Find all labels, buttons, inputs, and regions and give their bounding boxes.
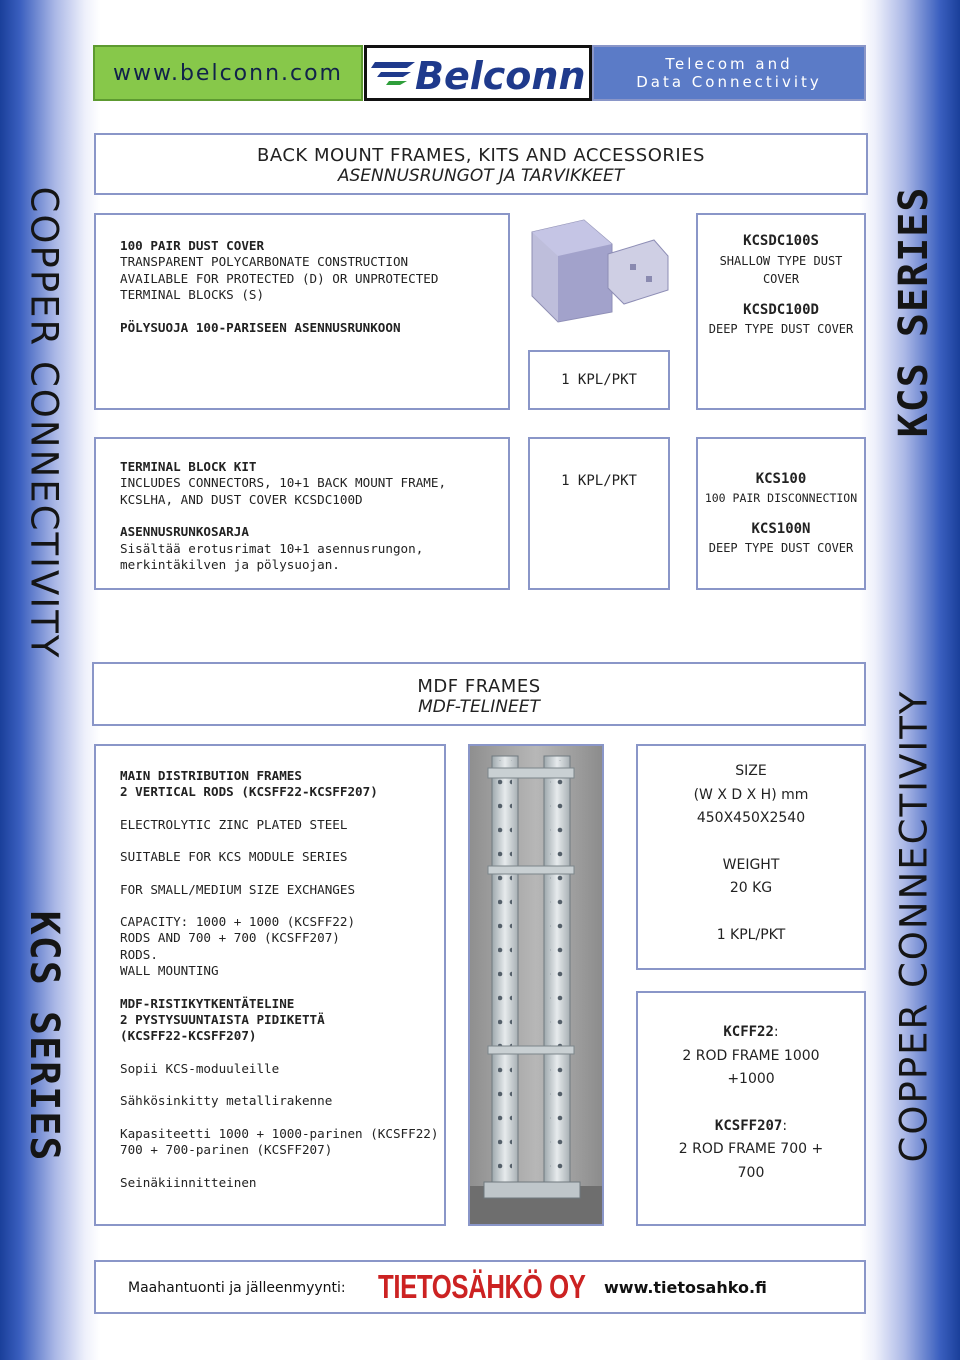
kit-codes [696,437,866,590]
mdf-fi1: MDF-RISTIKYTKENTÄTELINE [120,995,295,1011]
model-kcsff207-code: KCSFF207 [714,1117,783,1134]
spec-weight-label: WEIGHT [722,856,780,873]
mdf-title2: 2 VERTICAL RODS (KCSFF22-KCSFF207) [120,784,378,800]
code-kcsdc100s-desc-a: SHALLOW TYPE DUST [719,254,843,268]
model-kcff22-code: KCFF22 [723,1024,774,1040]
mdf-l4c: RODS. [120,946,158,962]
mdf-fi4: Sopii KCS-moduuleille [120,1060,280,1076]
tietosahko-logo: TIETOSÄHKÖ OY [378,1268,586,1305]
spec-qty: 1 KPL/PKT [716,926,786,943]
side-left-kcs: KCS SERIES [21,910,67,1162]
logo-wordmark: Belconn [415,54,586,98]
mdf-fi5: Sähkösinkitty metallirakenne [120,1093,333,1109]
spec-size-label: SIZE [735,763,767,779]
footer-import-label: Maahantuonti ja jälleenmyynti: [128,1280,346,1296]
spec-size-value: 450X450X2540 [696,810,806,826]
footer [94,1260,866,1314]
spec-weight-value: 20 KG [729,880,773,896]
kit-line1: INCLUDES CONNECTORS, 10+1 BACK MOUNT FRAME, [120,475,447,491]
mdf-l4b: RODS AND 700 + 700 (KCSFF207) [120,930,340,946]
code-kcs100: KCS100 [755,471,807,487]
code-kcsdc100s-desc-b: COVER [762,272,800,286]
mdf-fi3: (KCSFF22-KCSFF207) [120,1028,257,1044]
code-kcs100n-desc: DEEP TYPE DUST COVER [708,541,854,555]
tagline-line-1: Telecom and [665,55,793,73]
mdf-fi2: 2 PYSTYSUUNTAISTA PIDIKETTÄ [120,1012,325,1028]
section2-title: MDF FRAMES [417,676,541,697]
dust-cover-line1: TRANSPARENT POLYCARBONATE CONSTRUCTION [120,254,409,270]
mdf-fi6b: 700 + 700-parinen (KCSFF207) [120,1142,333,1158]
header-tagline [592,45,866,101]
code-kcs100n: KCS100N [751,521,811,537]
mdf-specs [636,744,866,970]
mdf-models [636,991,866,1226]
mdf-l4d: WALL MOUNTING [120,963,219,979]
dust-cover-codes [696,213,866,410]
model-kcff22-desc-a: 2 ROD FRAME 1000 [682,1047,820,1064]
mdf-description [94,744,446,1226]
kit-qty: 1 KPL/PKT [528,437,670,590]
mdf-fi7: Seinäkiinnitteinen [120,1174,257,1190]
code-kcsdc100d-desc: DEEP TYPE DUST COVER [708,322,854,336]
dust-cover-line2: AVAILABLE FOR PROTECTED (D) OR UNPROTECTED [120,270,439,286]
kit-fi-line2: merkintäkilven ja pölysuojan. [120,557,340,573]
section-subtitle: ASENNUSRUNGOT JA TARVIKKEET [337,166,625,186]
side-left-copper: COPPER CONNECTIVITY [22,186,66,660]
model-kcsff207-desc-a: 2 ROD FRAME 700 + [678,1141,824,1157]
section2-subtitle: MDF-TELINEET [418,697,540,717]
model-kcff22-colon: : [773,1024,779,1040]
dust-cover-title: 100 PAIR DUST COVER [120,238,265,253]
mdf-fi6a: Kapasiteetti 1000 + 1000-parinen (KCSFF22) [120,1125,439,1141]
belconn-logo-graphic [367,48,589,98]
side-right-copper: COPPER CONNECTIVITY [892,689,936,1163]
kit-fi-line1: Sisältää erotusrimat 10+1 asennusrungon, [120,540,424,556]
dust-cover-description [94,213,510,410]
mdf-l4a: CAPACITY: 1000 + 1000 (KCSFF22) [120,914,356,930]
dust-cover-qty: 1 KPL/PKT [528,350,670,410]
dust-cover-image [528,216,670,326]
belconn-logo [364,45,592,101]
mdf-title1: MAIN DISTRIBUTION FRAMES [120,768,302,783]
terminal-kit-description [94,437,510,590]
code-kcsdc100s: KCSDC100S [743,233,819,249]
dust-cover-line3: TERMINAL BLOCKS (S) [120,287,265,303]
code-kcs100-desc: 100 PAIR DISCONNECTION [704,491,858,505]
kit-title: TERMINAL BLOCK KIT [120,459,257,474]
code-kcsdc100d: KCSDC100D [743,302,819,318]
model-kcff22-desc-b: +1000 [727,1071,775,1087]
section-back-mount-title [94,133,868,195]
footer-url[interactable]: www.tietosahko.fi [604,1278,767,1297]
tagline-line-2: Data Connectivity [636,73,822,91]
header-url[interactable]: www.belconn.com [93,45,363,101]
model-kcsff207-desc-b: 700 [737,1164,765,1181]
dust-cover-fi-title: PÖLYSUOJA 100-PARISEEN ASENNUSRUNKOON [120,319,401,335]
kit-line2: KCSLHA, AND DUST COVER KCSDC100D [120,491,363,507]
model-kcsff207-colon: : [782,1117,788,1134]
side-right-kcs: KCS SERIES [891,186,937,438]
mdf-l2: SUITABLE FOR KCS MODULE SERIES [120,849,348,865]
spec-size-unit: (W X D X H) mm [693,786,809,803]
logo-swoosh-icon [371,62,415,68]
kit-fi-title: ASENNUSRUNKOSARJA [120,524,249,540]
mdf-frame-image [468,744,604,1226]
section-title: BACK MOUNT FRAMES, KITS AND ACCESSORIES [257,145,705,166]
mdf-l1: ELECTROLYTIC ZINC PLATED STEEL [120,816,348,832]
section-mdf-title [92,662,866,726]
mdf-l3: FOR SMALL/MEDIUM SIZE EXCHANGES [120,881,356,897]
